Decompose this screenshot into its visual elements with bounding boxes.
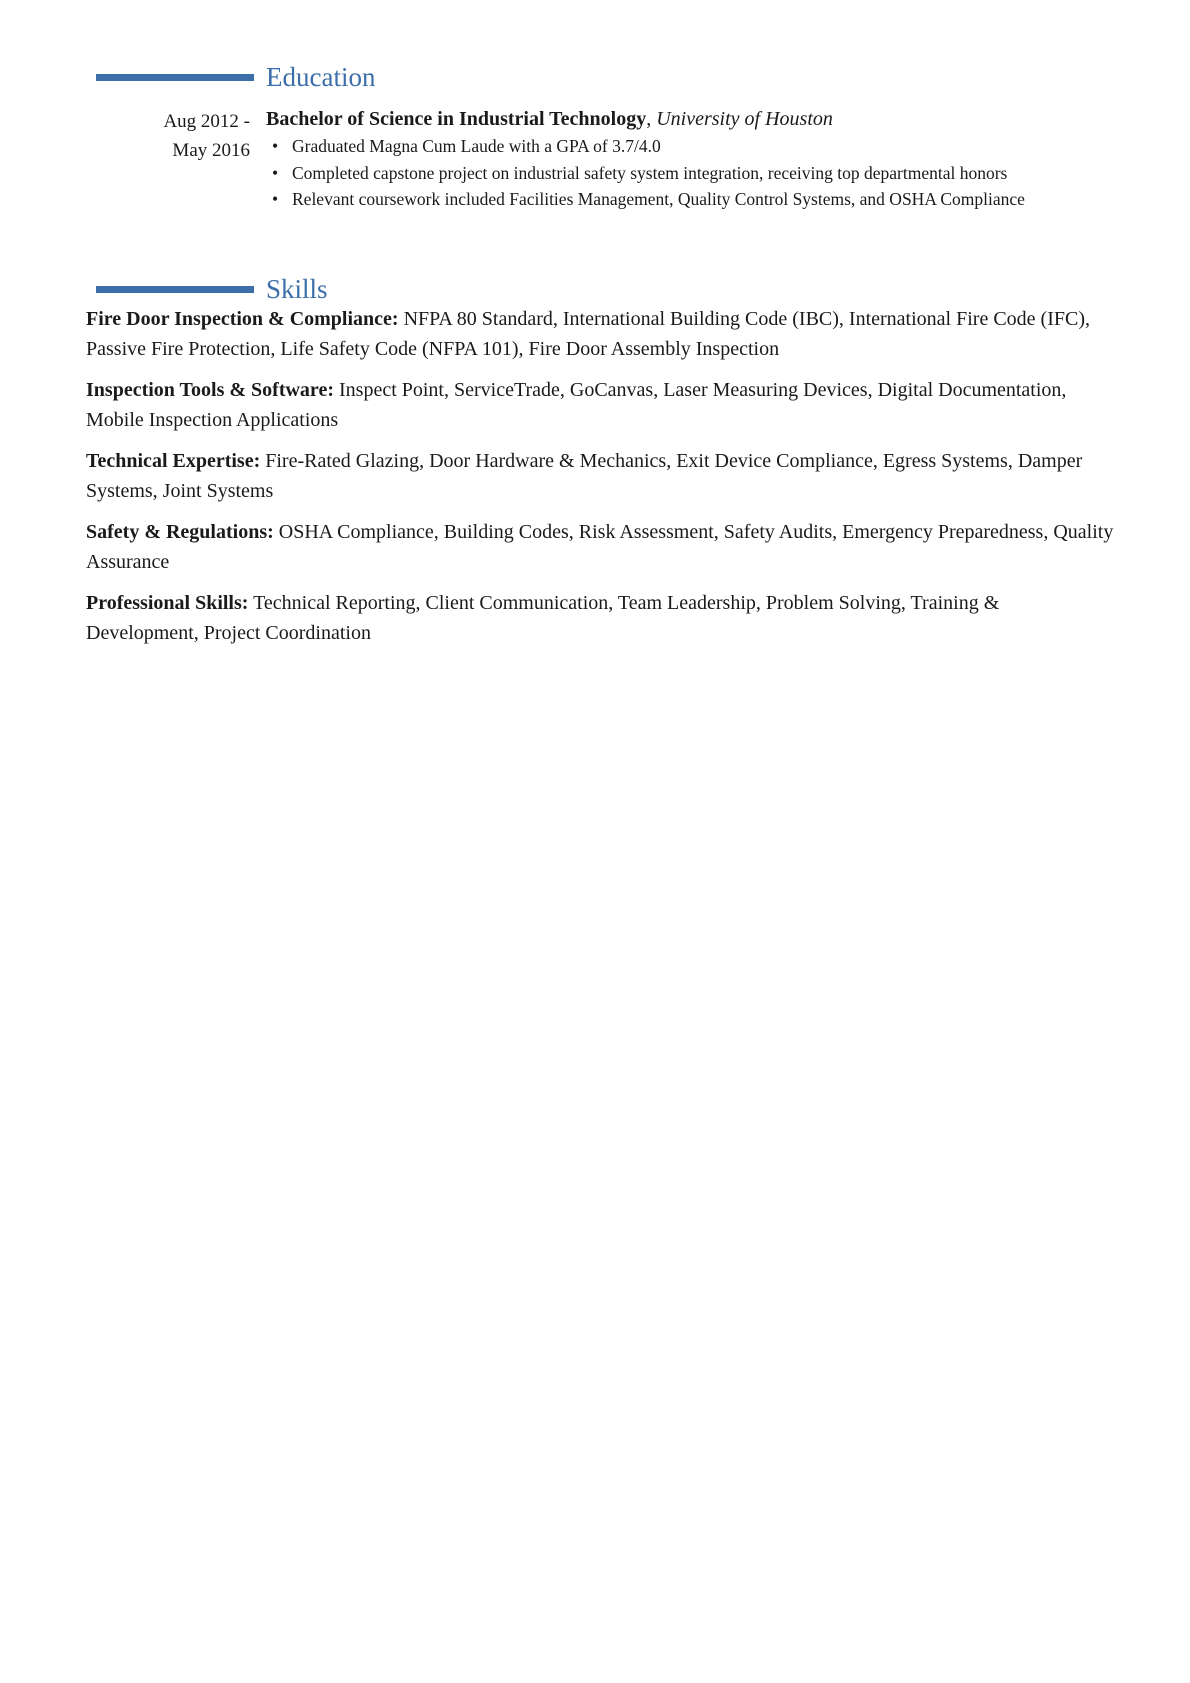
skill-category: Fire Door Inspection & Compliance: xyxy=(86,308,399,330)
skill-items: Inspect Point, ServiceTrade, GoCanvas, Laser Measuring Devices, Digital Documentation, Mobile Inspection Applications xyxy=(86,379,1067,431)
education-heading-bar xyxy=(96,74,254,81)
skills-heading-bar xyxy=(96,286,254,293)
bullet-text: Relevant coursework included Facilities Management, Quality Control Systems, and OSHA Compliance xyxy=(292,189,1025,209)
list-item xyxy=(266,186,1106,213)
skill-category: Professional Skills: xyxy=(86,592,249,614)
education-date-start: Aug 2012 - xyxy=(163,111,250,132)
skill-items: Fire-Rated Glazing, Door Hardware & Mechanics, Exit Device Compliance, Egress Systems, Damper Systems, Joint Systems xyxy=(86,450,1083,502)
skill-items: Technical Reporting, Client Communication, Team Leadership, Problem Solving, Training & Development, Project Coordination xyxy=(86,592,1000,644)
education-entry xyxy=(266,105,1106,213)
skill-row xyxy=(86,375,1116,435)
school-name: University of Houston xyxy=(656,108,833,130)
bullet-icon: • xyxy=(272,189,279,209)
education-dates xyxy=(96,107,250,165)
skill-row xyxy=(86,446,1116,506)
skills-list xyxy=(86,304,1116,659)
education-heading: Education xyxy=(266,62,376,92)
bullet-icon: • xyxy=(272,162,279,183)
list-item xyxy=(266,133,1106,160)
degree-separator: , xyxy=(646,108,652,130)
bullet-icon: • xyxy=(272,136,279,156)
bullet-text: Graduated Magna Cum Laude with a GPA of 3.7/4.0 xyxy=(292,136,661,156)
skills-heading: Skills xyxy=(266,274,328,304)
skill-category: Technical Expertise: xyxy=(86,450,261,472)
education-date-end: May 2016 xyxy=(172,140,250,161)
degree-title: Bachelor of Science in Industrial Technology xyxy=(266,108,647,130)
education-bullet-list xyxy=(266,133,1106,213)
list-item xyxy=(266,160,1106,187)
skill-row xyxy=(86,517,1116,577)
skill-category: Safety & Regulations: xyxy=(86,521,274,543)
skill-category: Inspection Tools & Software: xyxy=(86,379,334,401)
skill-row xyxy=(86,588,1116,648)
bullet-text: Completed capstone project on industrial safety system integration, receiving top departmental honors xyxy=(292,162,1008,183)
skill-items: OSHA Compliance, Building Codes, Risk Assessment, Safety Audits, Emergency Preparedness, Quality Assurance xyxy=(86,521,1114,573)
skill-row xyxy=(86,304,1116,364)
skill-items: NFPA 80 Standard, International Building Code (IBC), International Fire Code (IFC), Passive Fire Protection, Life Safety Code (NFPA 101), Fire Door Assembly Inspection xyxy=(86,308,1090,360)
education-entry-header xyxy=(266,105,1106,133)
